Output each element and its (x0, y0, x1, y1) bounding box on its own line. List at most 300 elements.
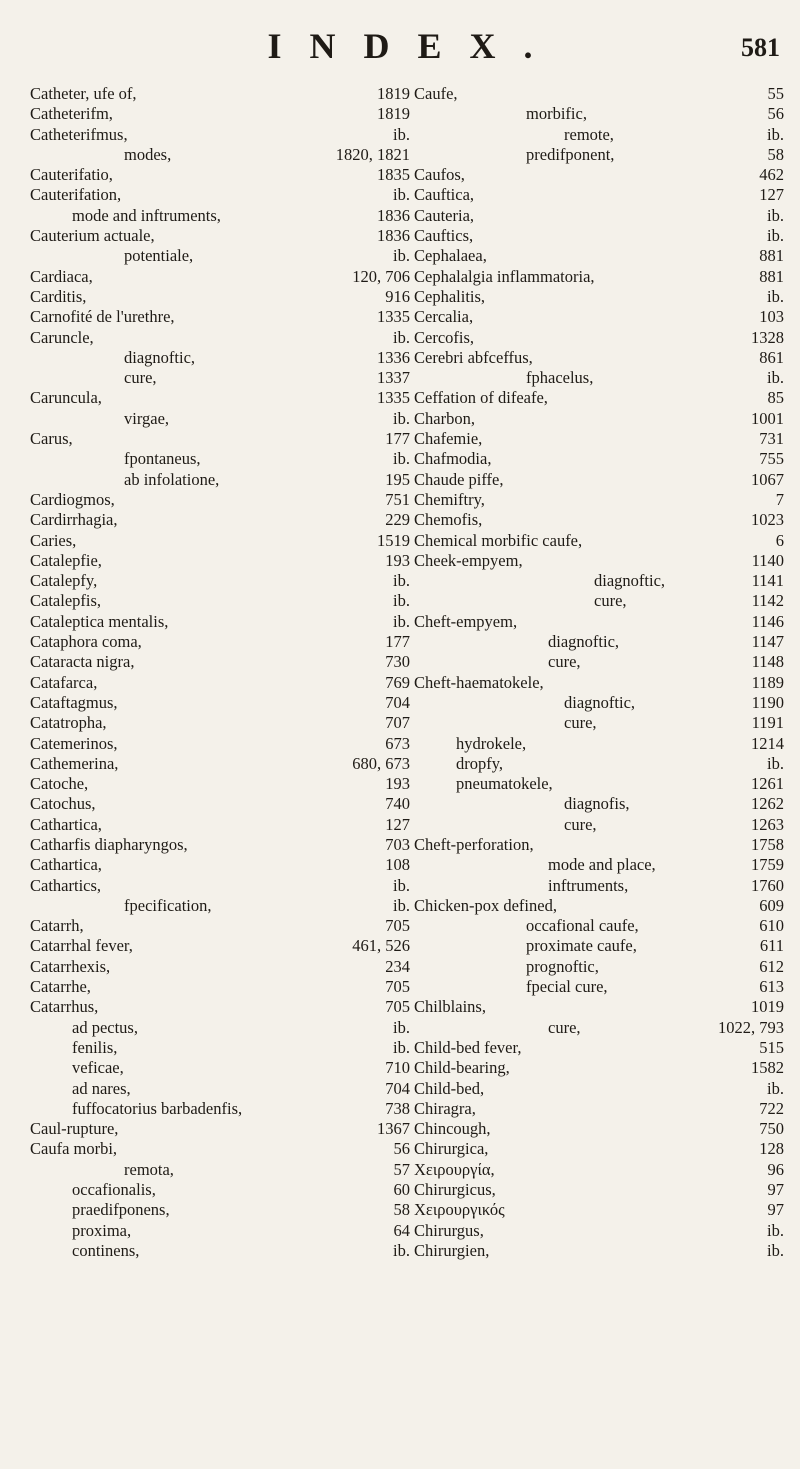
index-page-ref: ib. (393, 875, 410, 895)
index-term: Cercalia, (414, 307, 474, 327)
index-term: mode and place, (548, 855, 656, 875)
index-entry (414, 794, 784, 814)
index-term: Cathartica, (30, 814, 102, 834)
index-term: Catharfis diapharyngos, (30, 834, 188, 854)
index-term: remota, (124, 1159, 174, 1179)
index-term: Cathemerina, (30, 753, 119, 773)
index-page-ref: 1262 (751, 794, 784, 814)
index-entry (414, 1119, 784, 1139)
index-page-ref: 1582 (751, 1058, 784, 1078)
index-entry (30, 1139, 410, 1159)
index-page-ref: 1760 (751, 875, 784, 895)
index-page-ref: 673 (385, 733, 410, 753)
index-entry (414, 531, 784, 551)
index-term: Caries, (30, 530, 77, 550)
index-page-ref: 609 (759, 895, 784, 915)
index-entry (414, 409, 784, 429)
index-entry (30, 673, 410, 693)
index-term: Cataftagmus, (30, 692, 118, 712)
index-entry (30, 409, 410, 429)
index-page-ref: 751 (385, 489, 410, 509)
index-page-ref: 58 (767, 144, 784, 164)
index-term: mode and inftruments, (72, 205, 221, 225)
index-term: Cardiogmos, (30, 489, 115, 509)
index-entry (30, 104, 410, 124)
index-term: dropfy, (456, 753, 504, 773)
index-term: Caul-rupture, (30, 1119, 119, 1139)
index-entry (414, 632, 784, 652)
index-page-ref: ib. (393, 895, 410, 915)
index-page-ref: 1758 (751, 834, 784, 854)
index-term: Catemerinos, (30, 733, 118, 753)
index-page-ref: ib. (767, 124, 784, 144)
index-term: Chirurgus, (414, 1220, 484, 1240)
index-term: Cheft-empyem, (414, 611, 518, 631)
index-term: occafionalis, (72, 1180, 156, 1200)
index-page-ref: 97 (767, 1180, 784, 1200)
index-entry (414, 1038, 784, 1058)
index-entry (30, 794, 410, 814)
index-entry (414, 815, 784, 835)
index-page-ref: 1146 (751, 611, 784, 631)
index-term: Chemiftry, (414, 489, 485, 509)
index-column-right (414, 84, 784, 1261)
index-term: fpecial cure, (526, 977, 608, 997)
index-term: Caruncle, (30, 327, 94, 347)
index-entry (30, 936, 410, 956)
index-page-ref: 703 (385, 834, 410, 854)
index-entry (414, 185, 784, 205)
index-page-ref: ib. (767, 1240, 784, 1260)
index-page-ref: 610 (759, 916, 784, 936)
index-entry (414, 591, 784, 611)
index-page-ref: ib. (393, 571, 410, 591)
index-page-ref: 1191 (751, 713, 784, 733)
index-page-ref: 613 (759, 977, 784, 997)
index-term: Cheft-haematokele, (414, 672, 544, 692)
index-term: Cauftica, (414, 185, 475, 205)
index-entry (414, 936, 784, 956)
index-entry (414, 510, 784, 530)
index-page-ref: 612 (759, 956, 784, 976)
index-entry (414, 1018, 784, 1038)
index-entry (30, 876, 410, 896)
index-page-ref: 60 (393, 1180, 410, 1200)
index-page-ref: 64 (393, 1220, 410, 1240)
index-term: fuffocatorius barbadenfis, (72, 1098, 243, 1118)
index-page-ref: 881 (759, 266, 784, 286)
index-entry (30, 896, 410, 916)
index-term: Cauteria, (414, 205, 475, 225)
index-page-ref: ib. (393, 1017, 410, 1037)
index-entry (30, 490, 410, 510)
index-entry (414, 490, 784, 510)
index-page-ref: 1335 (377, 307, 410, 327)
index-page-ref: ib. (767, 368, 784, 388)
index-term: Cephalitis, (414, 286, 486, 306)
index-term: Chafemie, (414, 429, 483, 449)
index-term: continens, (72, 1240, 140, 1260)
index-page-ref: 710 (385, 1058, 410, 1078)
index-page-ref: ib. (767, 226, 784, 246)
index-page-ref: 1190 (751, 692, 784, 712)
index-term: Catarrh, (30, 916, 84, 936)
index-entry (414, 1079, 784, 1099)
index-page-ref: 1142 (751, 591, 784, 611)
index-entry (30, 754, 410, 774)
index-entry (30, 429, 410, 449)
index-entry (414, 713, 784, 733)
index-page-ref: 195 (385, 469, 410, 489)
index-entry (30, 307, 410, 327)
index-page-ref: 1759 (751, 855, 784, 875)
index-entry (30, 267, 410, 287)
page-header (0, 26, 800, 66)
index-entry (30, 84, 410, 104)
index-term: fpecification, (124, 895, 212, 915)
index-term: Charbon, (414, 408, 475, 428)
index-entry (30, 571, 410, 591)
index-page-ref: ib. (767, 753, 784, 773)
index-term: Cauterifation, (30, 185, 122, 205)
index-term: Catafarca, (30, 672, 98, 692)
index-page-ref: 56 (767, 104, 784, 124)
index-page-ref: ib. (393, 327, 410, 347)
index-term: Catochus, (30, 794, 96, 814)
index-page-ref: 861 (759, 347, 784, 367)
index-entry (30, 916, 410, 936)
index-page-ref: ib. (393, 449, 410, 469)
index-term: Carus, (30, 429, 73, 449)
index-term: fphacelus, (526, 368, 594, 388)
index-entry (30, 328, 410, 348)
index-page-ref: 57 (393, 1159, 410, 1179)
index-term: Child-bearing, (414, 1058, 510, 1078)
index-page-ref: 1836 (377, 205, 410, 225)
index-term: Cathartica, (30, 855, 102, 875)
index-page-ref: 1819 (377, 104, 410, 124)
index-entry (30, 125, 410, 145)
index-entry (30, 1241, 410, 1261)
index-page-ref: 127 (759, 185, 784, 205)
index-entry (30, 1180, 410, 1200)
index-page-ref: 193 (385, 550, 410, 570)
index-entry (414, 774, 784, 794)
index-page-ref: 462 (759, 165, 784, 185)
index-page-ref: 680, 673 (352, 753, 410, 773)
index-entry (414, 267, 784, 287)
index-term: Cardiaca, (30, 266, 93, 286)
index-page-ref: ib. (393, 1240, 410, 1260)
index-term: Caufa morbi, (30, 1139, 118, 1159)
index-entry (414, 1221, 784, 1241)
index-page-ref: ib. (393, 246, 410, 266)
index-page-ref: 1189 (751, 672, 784, 692)
index-entry (414, 896, 784, 916)
index-entry (414, 652, 784, 672)
index-page-ref: 1001 (751, 408, 784, 428)
index-term: cure, (548, 652, 581, 672)
index-entry (414, 997, 784, 1017)
index-term: cure, (548, 1017, 581, 1037)
index-term: Χειρουργία, (414, 1159, 495, 1179)
index-page-ref: 704 (385, 692, 410, 712)
index-page-ref: 1148 (751, 652, 784, 672)
index-term: modes, (124, 144, 172, 164)
index-term: inftruments, (548, 875, 629, 895)
index-page-ref: 1023 (751, 510, 784, 530)
index-term: Cathartics, (30, 875, 102, 895)
index-page-ref: ib. (393, 408, 410, 428)
index-page-ref: 1261 (751, 774, 784, 794)
index-term: ad nares, (72, 1078, 131, 1098)
index-page-ref: ib. (767, 286, 784, 306)
index-entry (30, 531, 410, 551)
index-page-ref: 127 (385, 814, 410, 834)
index-entry (414, 693, 784, 713)
index-page-ref: 1336 (377, 347, 410, 367)
index-page-ref: 108 (385, 855, 410, 875)
index-term: Caufe, (414, 84, 458, 103)
index-term: Chemical morbific caufe, (414, 530, 583, 550)
index-term: Catarrhus, (30, 997, 99, 1017)
index-term: Cauterifatio, (30, 165, 113, 185)
index-term: diagnoftic, (548, 632, 620, 652)
index-entry (414, 612, 784, 632)
index-entry (30, 287, 410, 307)
index-term: Cheek-empyem, (414, 550, 523, 570)
index-entry (30, 246, 410, 266)
index-page-ref: 1019 (751, 997, 784, 1017)
index-term: hydrokele, (456, 733, 527, 753)
index-term: Catheter, ufe of, (30, 84, 137, 103)
index-entry (414, 1241, 784, 1261)
index-entry (30, 388, 410, 408)
index-entry (414, 368, 784, 388)
index-term: Chilblains, (414, 997, 486, 1017)
index-entry (30, 470, 410, 490)
index-page-ref: 6 (775, 530, 784, 550)
index-entry (30, 957, 410, 977)
index-page-ref: ib. (393, 591, 410, 611)
index-term: Catheterifm, (30, 104, 113, 124)
index-term: Cercofis, (414, 327, 475, 347)
index-term: Cataracta nigra, (30, 652, 135, 672)
index-entry (30, 1079, 410, 1099)
index-entry (30, 835, 410, 855)
index-entry (30, 693, 410, 713)
index-page-ref: 1067 (751, 469, 784, 489)
index-entry (30, 652, 410, 672)
index-entry (414, 287, 784, 307)
index-entry (414, 957, 784, 977)
index-page-ref: 103 (759, 307, 784, 327)
index-term: Caruncula, (30, 388, 102, 408)
index-entry (30, 815, 410, 835)
index-entry (30, 1200, 410, 1220)
index-term: Catoche, (30, 774, 89, 794)
index-entry (414, 206, 784, 226)
index-page-ref: ib. (767, 1078, 784, 1098)
index-term: fenilis, (72, 1037, 118, 1057)
index-entry (30, 1160, 410, 1180)
index-entry (414, 165, 784, 185)
index-page-ref: 738 (385, 1098, 410, 1118)
index-page-ref: 611 (759, 936, 784, 956)
index-entry (414, 328, 784, 348)
index-entry (30, 348, 410, 368)
index-term: Chirurgicus, (414, 1180, 496, 1200)
index-page-ref: 177 (385, 632, 410, 652)
index-term: Cephalaea, (414, 246, 487, 266)
index-term: diagnoftic, (124, 347, 196, 367)
index-term: Chincough, (414, 1119, 491, 1139)
index-entry (414, 449, 784, 469)
index-page-ref: 1263 (751, 814, 784, 834)
index-term: Chicken-pox defined, (414, 895, 557, 915)
index-term: diagnoftic, (564, 692, 636, 712)
index-page-ref: 1337 (377, 368, 410, 388)
index-entry (30, 185, 410, 205)
index-entry (414, 1099, 784, 1119)
index-term: diagnofis, (564, 794, 630, 814)
index-entry (30, 368, 410, 388)
index-entry (30, 145, 410, 165)
index-term: cure, (564, 713, 597, 733)
index-page-ref: ib. (393, 1037, 410, 1057)
index-page-ref: 755 (759, 449, 784, 469)
index-entry (414, 1058, 784, 1078)
index-page-ref: ib. (393, 611, 410, 631)
index-page-ref: 1836 (377, 226, 410, 246)
index-page-ref: ib. (393, 124, 410, 144)
index-term: Ceffation of difeafe, (414, 388, 548, 408)
index-page-ref: 722 (759, 1098, 784, 1118)
index-page-ref: 229 (385, 510, 410, 530)
index-entry (414, 348, 784, 368)
index-page-ref: 193 (385, 774, 410, 794)
index-entry (30, 1018, 410, 1038)
index-entry (414, 246, 784, 266)
index-term: Cauftics, (414, 226, 474, 246)
index-page-ref: 55 (767, 84, 784, 103)
index-page-ref: 705 (385, 916, 410, 936)
index-page-ref: 730 (385, 652, 410, 672)
index-term: Carnofité de l'urethre, (30, 307, 175, 327)
index-term: Catheterifmus, (30, 124, 128, 144)
index-term: Chiragra, (414, 1098, 476, 1118)
index-entry (414, 145, 784, 165)
page-title: INDEX. (267, 26, 561, 66)
index-page-ref: 1367 (377, 1119, 410, 1139)
index-term: proxima, (72, 1220, 132, 1240)
index-page-ref: 177 (385, 429, 410, 449)
index-term: Cataphora coma, (30, 632, 142, 652)
index-page-ref: 1328 (751, 327, 784, 347)
index-term: Chaude piffe, (414, 469, 504, 489)
index-page-ref: 234 (385, 956, 410, 976)
index-page-ref: 1141 (751, 571, 784, 591)
index-term: Χειρουργικός (414, 1200, 505, 1220)
index-entry (30, 165, 410, 185)
index-entry (414, 855, 784, 875)
index-page-ref: 1022, 793 (718, 1017, 784, 1037)
index-entry (414, 104, 784, 124)
index-entry (30, 1099, 410, 1119)
index-entry (414, 1180, 784, 1200)
index-term: diagnoftic, (594, 571, 666, 591)
index-term: Cauterium actuale, (30, 226, 155, 246)
index-entry (30, 612, 410, 632)
index-page-ref: 128 (759, 1139, 784, 1159)
index-term: cure, (124, 368, 157, 388)
index-term: Cardirrhagia, (30, 510, 118, 530)
index-term: remote, (564, 124, 614, 144)
index-page-ref: 120, 706 (352, 266, 410, 286)
index-term: Catalepfy, (30, 571, 98, 591)
index-page-ref: 515 (759, 1037, 784, 1057)
index-entry (414, 470, 784, 490)
index-entry (414, 734, 784, 754)
index-entry (414, 551, 784, 571)
index-page-ref: 705 (385, 977, 410, 997)
index-term: Caufos, (414, 165, 465, 185)
index-term: Child-bed, (414, 1078, 485, 1098)
index-term: morbific, (526, 104, 587, 124)
index-term: Catalepfis, (30, 591, 102, 611)
index-entry (414, 876, 784, 896)
index-term: veficae, (72, 1058, 124, 1078)
index-entry (30, 997, 410, 1017)
index-term: Carditis, (30, 286, 87, 306)
index-entry (30, 1038, 410, 1058)
index-entry (30, 713, 410, 733)
index-term: Cataleptica mentalis, (30, 611, 169, 631)
index-entry (30, 226, 410, 246)
index-entry (30, 551, 410, 571)
index-entry (414, 226, 784, 246)
index-entry (414, 84, 784, 104)
index-term: Catarrhal fever, (30, 936, 133, 956)
index-term: Cheft-perforation, (414, 834, 534, 854)
index-term: Catalepfie, (30, 550, 102, 570)
index-entry (30, 591, 410, 611)
index-page-ref: ib. (767, 205, 784, 225)
index-entry (30, 206, 410, 226)
index-page-ref: 916 (385, 286, 410, 306)
index-page-ref: 97 (767, 1200, 784, 1220)
index-entry (30, 1221, 410, 1241)
index-entry (414, 1139, 784, 1159)
index-term: Catarrhexis, (30, 956, 111, 976)
index-term: Chirurgien, (414, 1240, 490, 1260)
index-entry (414, 835, 784, 855)
index-page-ref: 731 (759, 429, 784, 449)
index-page-ref: 85 (767, 388, 784, 408)
index-page-ref: 1519 (377, 530, 410, 550)
index-entry (30, 449, 410, 469)
index-term: Chirurgica, (414, 1139, 489, 1159)
index-entry (414, 1160, 784, 1180)
index-term: Cephalalgia inflammatoria, (414, 266, 595, 286)
index-term: Cerebri abfceffus, (414, 347, 533, 367)
index-term: prognoftic, (526, 956, 599, 976)
index-term: potentiale, (124, 246, 194, 266)
index-entry (414, 307, 784, 327)
index-term: Child-bed fever, (414, 1037, 522, 1057)
index-term: proximate caufe, (526, 936, 637, 956)
index-page-ref: 1147 (751, 632, 784, 652)
